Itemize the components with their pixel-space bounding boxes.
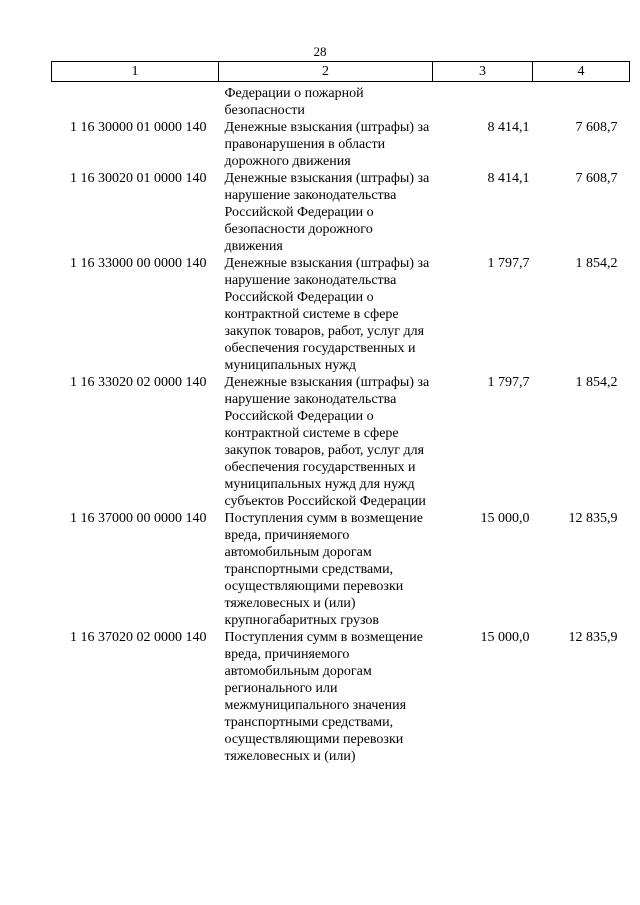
table-row xyxy=(52,510,630,629)
row-code: 1 16 30020 01 0000 140 xyxy=(70,171,207,186)
row-name: Поступления сумм в возмещение вреда, причиняемого автомобильным дорогам регионального или межмуниципального значения транспортными средствами, осуществляющими перевозки тяжеловесных и (или) xyxy=(224,630,424,764)
row-name: Денежные взыскания (штрафы) за нарушение законодательства Российской Федерации о безопасности дорожного движения xyxy=(224,171,430,254)
continuation-text: Федерации о пожарной безопасности xyxy=(224,86,364,118)
continuation-row xyxy=(52,82,630,120)
row-value-col4: 12 835,9 xyxy=(568,630,618,645)
budget-revenue-table xyxy=(51,61,630,765)
column-header-3: 3 xyxy=(433,62,533,82)
table-row xyxy=(52,255,630,374)
row-code: 1 16 33000 00 0000 140 xyxy=(70,256,207,271)
row-value-col3: 15 000,0 xyxy=(480,630,530,645)
row-code: 1 16 33020 02 0000 140 xyxy=(70,375,207,390)
column-header-1: 1 xyxy=(52,62,219,82)
row-code: 1 16 37020 02 0000 140 xyxy=(70,630,207,645)
row-value-col3: 1 797,7 xyxy=(487,256,530,271)
column-header-2: 2 xyxy=(219,62,433,82)
row-value-col4: 1 854,2 xyxy=(575,256,618,271)
page-number: 28 xyxy=(313,44,327,59)
row-value-col3: 15 000,0 xyxy=(480,511,530,526)
row-code: 1 16 30000 01 0000 140 xyxy=(70,120,207,135)
row-name: Денежные взыскания (штрафы) за нарушение законодательства Российской Федерации о контрактной системе в сфере закупок товаров, работ, услуг для обеспечения государственных и муниципальных нужд для нужд субъектов Российской Федерации xyxy=(224,375,430,509)
row-code: 1 16 37000 00 0000 140 xyxy=(70,511,207,526)
row-value-col4: 7 608,7 xyxy=(575,171,618,186)
table-row xyxy=(52,170,630,255)
row-value-col4: 1 854,2 xyxy=(575,375,618,390)
row-name: Поступления сумм в возмещение вреда, причиняемого автомобильным дорогам транспортными средствами, осуществляющими перевозки тяжеловесных и (или) крупногабаритных грузов xyxy=(224,511,424,628)
row-name: Денежные взыскания (штрафы) за правонарушения в области дорожного движения xyxy=(224,120,430,169)
row-name: Денежные взыскания (штрафы) за нарушение законодательства Российской Федерации о контрактной системе в сфере закупок товаров, работ, услуг для обеспечения государственных и муниципальных нужд xyxy=(224,256,430,373)
column-header-4: 4 xyxy=(533,62,630,82)
table-row xyxy=(52,374,630,510)
row-value-col3: 1 797,7 xyxy=(487,375,530,390)
row-value-col3: 8 414,1 xyxy=(487,171,530,186)
row-value-col4: 12 835,9 xyxy=(568,511,618,526)
table-header-row xyxy=(52,62,630,82)
table-row xyxy=(52,119,630,170)
row-value-col3: 8 414,1 xyxy=(487,120,530,135)
table-row xyxy=(52,629,630,765)
row-value-col4: 7 608,7 xyxy=(575,120,618,135)
